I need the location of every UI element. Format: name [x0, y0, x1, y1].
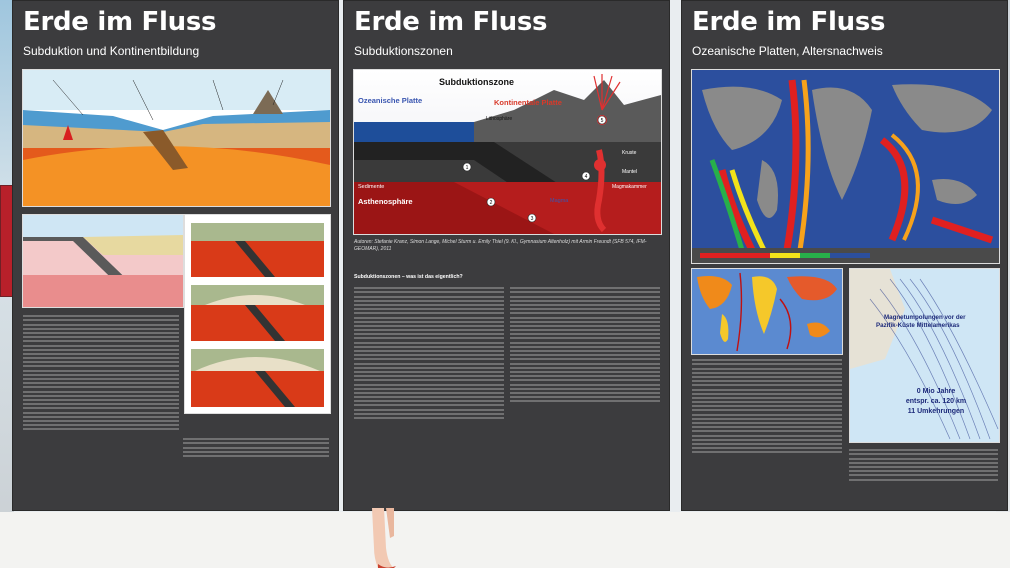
label-asthenosphere: Asthenosphäre	[358, 197, 413, 206]
diagram-number: 5	[600, 118, 604, 124]
poster-subtitle: Subduktionszonen	[354, 44, 453, 58]
poster-body-text-right	[510, 285, 660, 485]
map-annotation-line: Magnetumpolungen vor der	[884, 314, 966, 321]
magnetic-reversals-map	[849, 268, 1000, 443]
poster-body-text-right	[183, 436, 329, 476]
label-crust: Kruste	[622, 150, 637, 156]
plate-boundaries-map	[691, 268, 843, 355]
ocean-floor-age-map	[691, 69, 1000, 264]
label-magma: Magma	[550, 198, 569, 204]
map-annotation-line: 11 Umkehrungen	[907, 408, 965, 415]
map-annotation-line: entspr. ca. 120 km	[905, 398, 967, 405]
map-annotation-line: Pazifik-Küste Mittelamerikas	[876, 322, 960, 329]
diagram-number: 2	[489, 200, 493, 206]
poster-title: Erde im Fluss	[692, 7, 886, 37]
label-ocean-plate: Ozeanische Platte	[358, 96, 423, 105]
visitor-legs	[364, 508, 412, 568]
diagram-number: 1	[465, 165, 469, 171]
poster-body-text-left	[23, 313, 179, 498]
plate-tectonics-illustration	[22, 69, 331, 207]
poster-body-text-left	[354, 285, 504, 503]
label-magma-chamber: Magmakammer	[612, 184, 647, 190]
poster-subtitle: Subduktion und Kontinentbildung	[23, 44, 200, 58]
subduction-cross-section	[22, 214, 184, 308]
label-continental-plate: Kontinentale Platte	[494, 98, 562, 107]
poster-body-text-left	[692, 357, 842, 507]
poster-subduktion-kontinentbildung	[12, 0, 339, 511]
diagram-number: 3	[530, 216, 534, 222]
poster-body-text-right	[849, 447, 998, 507]
poster-authors-caption: Autoren: Stefanie Kranz, Simon Lange, Michel Sturm u. Emily Thiel (9. Kl., Gymnasium Altenholz) mit Armin Freundt (SFB 574, IFM-GEOMAR), 2011	[354, 239, 647, 252]
subduction-zone-diagram	[353, 69, 662, 235]
label-sediments: Sedimente	[358, 184, 385, 190]
label-lithosphere: Lithosphäre	[486, 116, 513, 122]
section-heading: Subduktionszonen – was ist das eigentlich?	[354, 274, 463, 280]
diagram-number: 4	[584, 174, 588, 180]
diagram-title: Subduktionszone	[439, 77, 514, 87]
poster-subduktionszonen	[343, 0, 670, 511]
poster-subtitle: Ozeanische Platten, Altersnachweis	[692, 44, 883, 58]
floor	[0, 512, 1010, 568]
label-mantle: Mantel	[622, 169, 638, 175]
poster-title: Erde im Fluss	[354, 7, 548, 37]
map-annotation-line: 0 Mio Jahre	[916, 388, 956, 395]
continent-formation-stages	[184, 214, 331, 414]
poster-title: Erde im Fluss	[23, 7, 217, 37]
poster-ozeanische-platten	[681, 0, 1008, 511]
